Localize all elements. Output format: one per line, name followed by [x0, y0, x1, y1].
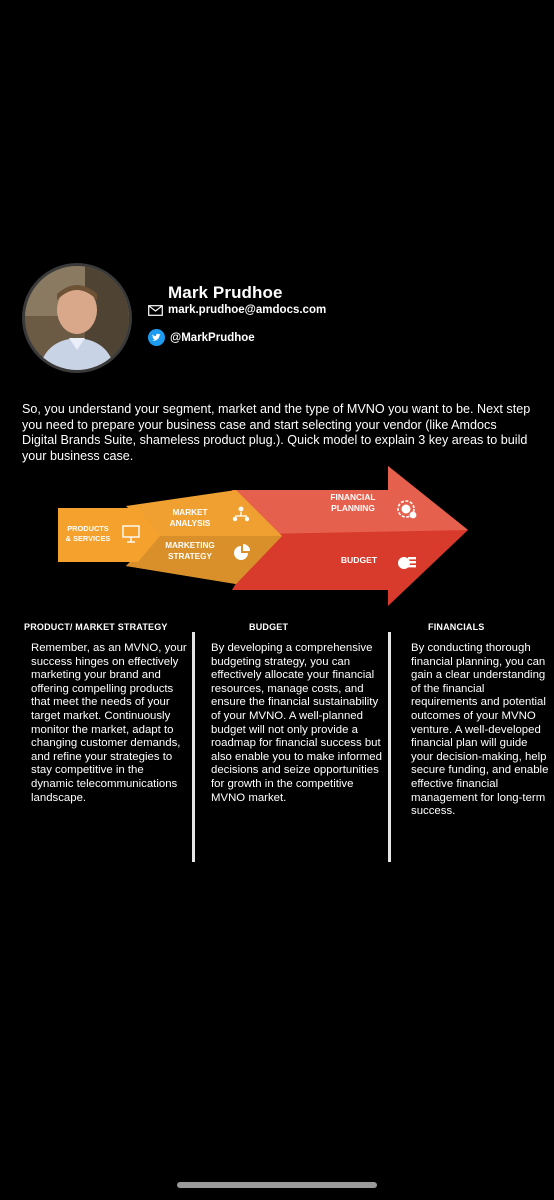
column-divider-2: [388, 632, 391, 862]
column-heading-product-market: PRODUCT/ MARKET STRATEGY: [24, 622, 168, 632]
column-text-product-market: Remember, as an MVNO, your success hinges on effectively marketing your brand and offering compelling products that meet the needs of your target market. Continuously monitor the market, adapt to changing customer demands, and refine your strategies to stay competitive in the dynamic telecommunications landscape.: [31, 642, 187, 804]
column-text-budget: By developing a comprehensive budgeting strategy, you can effectively allocate your financial resources, manage costs, and ensure the financial sustainability of your MVNO. A well-planned budget will not only provide a roadmap for financial success but also enable you to make informed decisions and seize opportunities for growth in the competitive MVNO market.: [211, 642, 382, 804]
email-text: mark.prudhoe@amdocs.com: [168, 304, 327, 316]
column-heading-financials: FINANCIALS: [428, 622, 485, 632]
market-label: MARKET: [172, 508, 208, 517]
analysis-label: ANALYSIS: [169, 519, 211, 528]
profile-avatar: [22, 263, 132, 373]
profile-name: Mark Prudhoe: [168, 283, 283, 302]
strategy-label: STRATEGY: [168, 552, 212, 561]
email-row[interactable]: [148, 304, 326, 316]
budget-coins-icon: [398, 557, 416, 569]
financial-label: FINANCIAL: [330, 492, 376, 502]
twitter-icon: [148, 329, 165, 346]
products-label: PRODUCTS: [67, 524, 109, 533]
marketing-label: MARKETING: [165, 541, 215, 550]
home-indicator[interactable]: [177, 1182, 377, 1188]
planning-label: PLANNING: [331, 503, 375, 513]
twitter-handle: @MarkPrudhoe: [170, 331, 255, 344]
twitter-row[interactable]: [148, 329, 255, 346]
intro-paragraph: So, you understand your segment, market and the type of MVNO you want to be. Next step you need to prepare your business case and start selecting your vendor (like Amdocs Digital Brands Suite, shameless product plug.). Quick model to explain 3 key areas to build your business case.: [22, 402, 531, 463]
services-label: & SERVICES: [65, 534, 111, 543]
budget-label: BUDGET: [340, 555, 378, 565]
column-heading-budget: BUDGET: [249, 622, 289, 632]
column-text-financials: By conducting thorough financial planning, you can gain a clear understanding of the financial requirements and potential outcomes of your MVNO venture. A well-developed financial plan will guide your decision-making, help secure funding, and enable effective financial management for long-term success.: [411, 642, 549, 818]
column-divider-1: [192, 632, 195, 862]
business-case-diagram: [0, 460, 554, 610]
envelope-icon: [148, 305, 163, 316]
